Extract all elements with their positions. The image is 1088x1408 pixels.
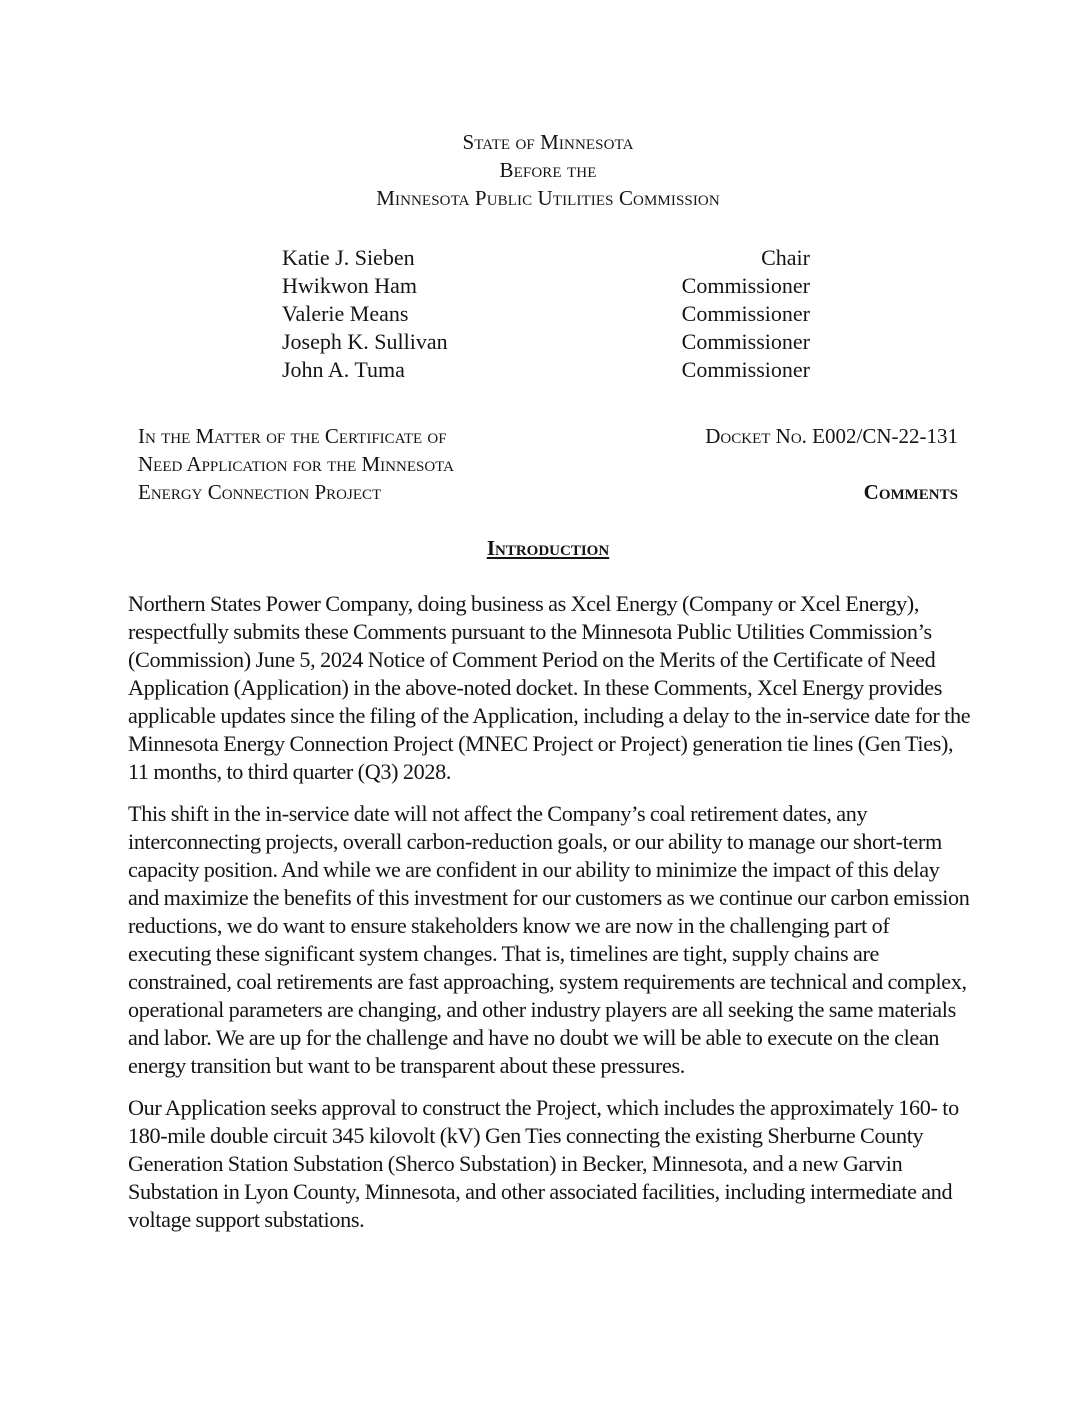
commissioner-name: John A. Tuma [282, 357, 405, 382]
paragraph: Northern States Power Company, doing business as Xcel Energy (Company or Xcel Energy), respectfully submits these Comments pursuant to the Minnesota Public Utilities Commission’s (Commission) June 5, 2024 Notice of Comment Period on the Merits of the Certificate of Need Application (Application) in the above-noted docket. In these Comments, Xcel Energy provides applicable updates since the filing of the Application, including a delay to the in-service date for the Minnesota Energy Connection Project (MNEC Project or Project) generation tie lines (Gen Ties), 11 months, to third quarter (Q3) 2028. [128, 591, 971, 784]
before-line: Before the [499, 158, 597, 182]
commissioner-name: Joseph K. Sullivan [282, 329, 448, 354]
commissioner-title: Commissioner [681, 273, 810, 298]
document-type-label: Comments [863, 480, 958, 504]
docket-number: Docket No. E002/CN-22-131 [705, 424, 958, 448]
section-heading: Introduction [486, 536, 610, 560]
body-text [128, 590, 973, 1248]
commissioner-title: Chair [761, 245, 810, 270]
caption-header [0, 128, 1088, 212]
commissioner-list [282, 244, 810, 384]
commissioner-title: Commissioner [681, 301, 810, 326]
commissioner-title: Commissioner [681, 329, 810, 354]
matter-line: Energy Connection Project [138, 480, 382, 504]
commission-line: Minnesota Public Utilities Commission [376, 186, 720, 210]
commissioner-name: Hwikwon Ham [282, 273, 418, 298]
commissioner-row [282, 300, 810, 328]
paragraph: This shift in the in-service date will not affect the Company’s coal retirement dates, any interconnecting projects, overall carbon-reduction goals, or our ability to manage our short-term capacity position. And while we are confident in our ability to minimize the impact of this delay and maximize the benefits of this investment for our customers as we continue our carbon emission reductions, we do want to ensure stakeholders know we are now in the challenging part of executing these significant system changes. That is, timelines are tight, supply chains are constrained, coal retirements are fast approaching, system requirements are technical and complex, operational parameters are changing, and other industry players are all seeking the same materials and labor. We are up for the challenge and have no doubt we will be able to execute on the clean energy transition but want to be transparent about these pressures. [128, 801, 970, 1078]
matter-caption [138, 422, 578, 506]
commissioner-row [282, 356, 810, 384]
commissioner-title: Commissioner [681, 357, 810, 382]
commissioner-row [282, 244, 810, 272]
state-line: State of Minnesota [462, 130, 634, 154]
commissioner-row [282, 328, 810, 356]
paragraph: Our Application seeks approval to construct the Project, which includes the approximately 160- to 180-mile double circuit 345 kilovolt (kV) Gen Ties connecting the existing Sherburne County Generation Station Substation (Sherco Substation) in Becker, Minnesota, and a new Garvin Substation in Lyon County, Minnesota, and other associated facilities, including intermediate and voltage support substations. [128, 1095, 959, 1232]
commissioner-name: Valerie Means [282, 301, 409, 326]
commissioner-row [282, 272, 810, 300]
commissioner-name: Katie J. Sieben [282, 245, 415, 270]
matter-line: Need Application for the Minnesota [138, 452, 454, 476]
matter-line: In the Matter of the Certificate of [138, 424, 447, 448]
